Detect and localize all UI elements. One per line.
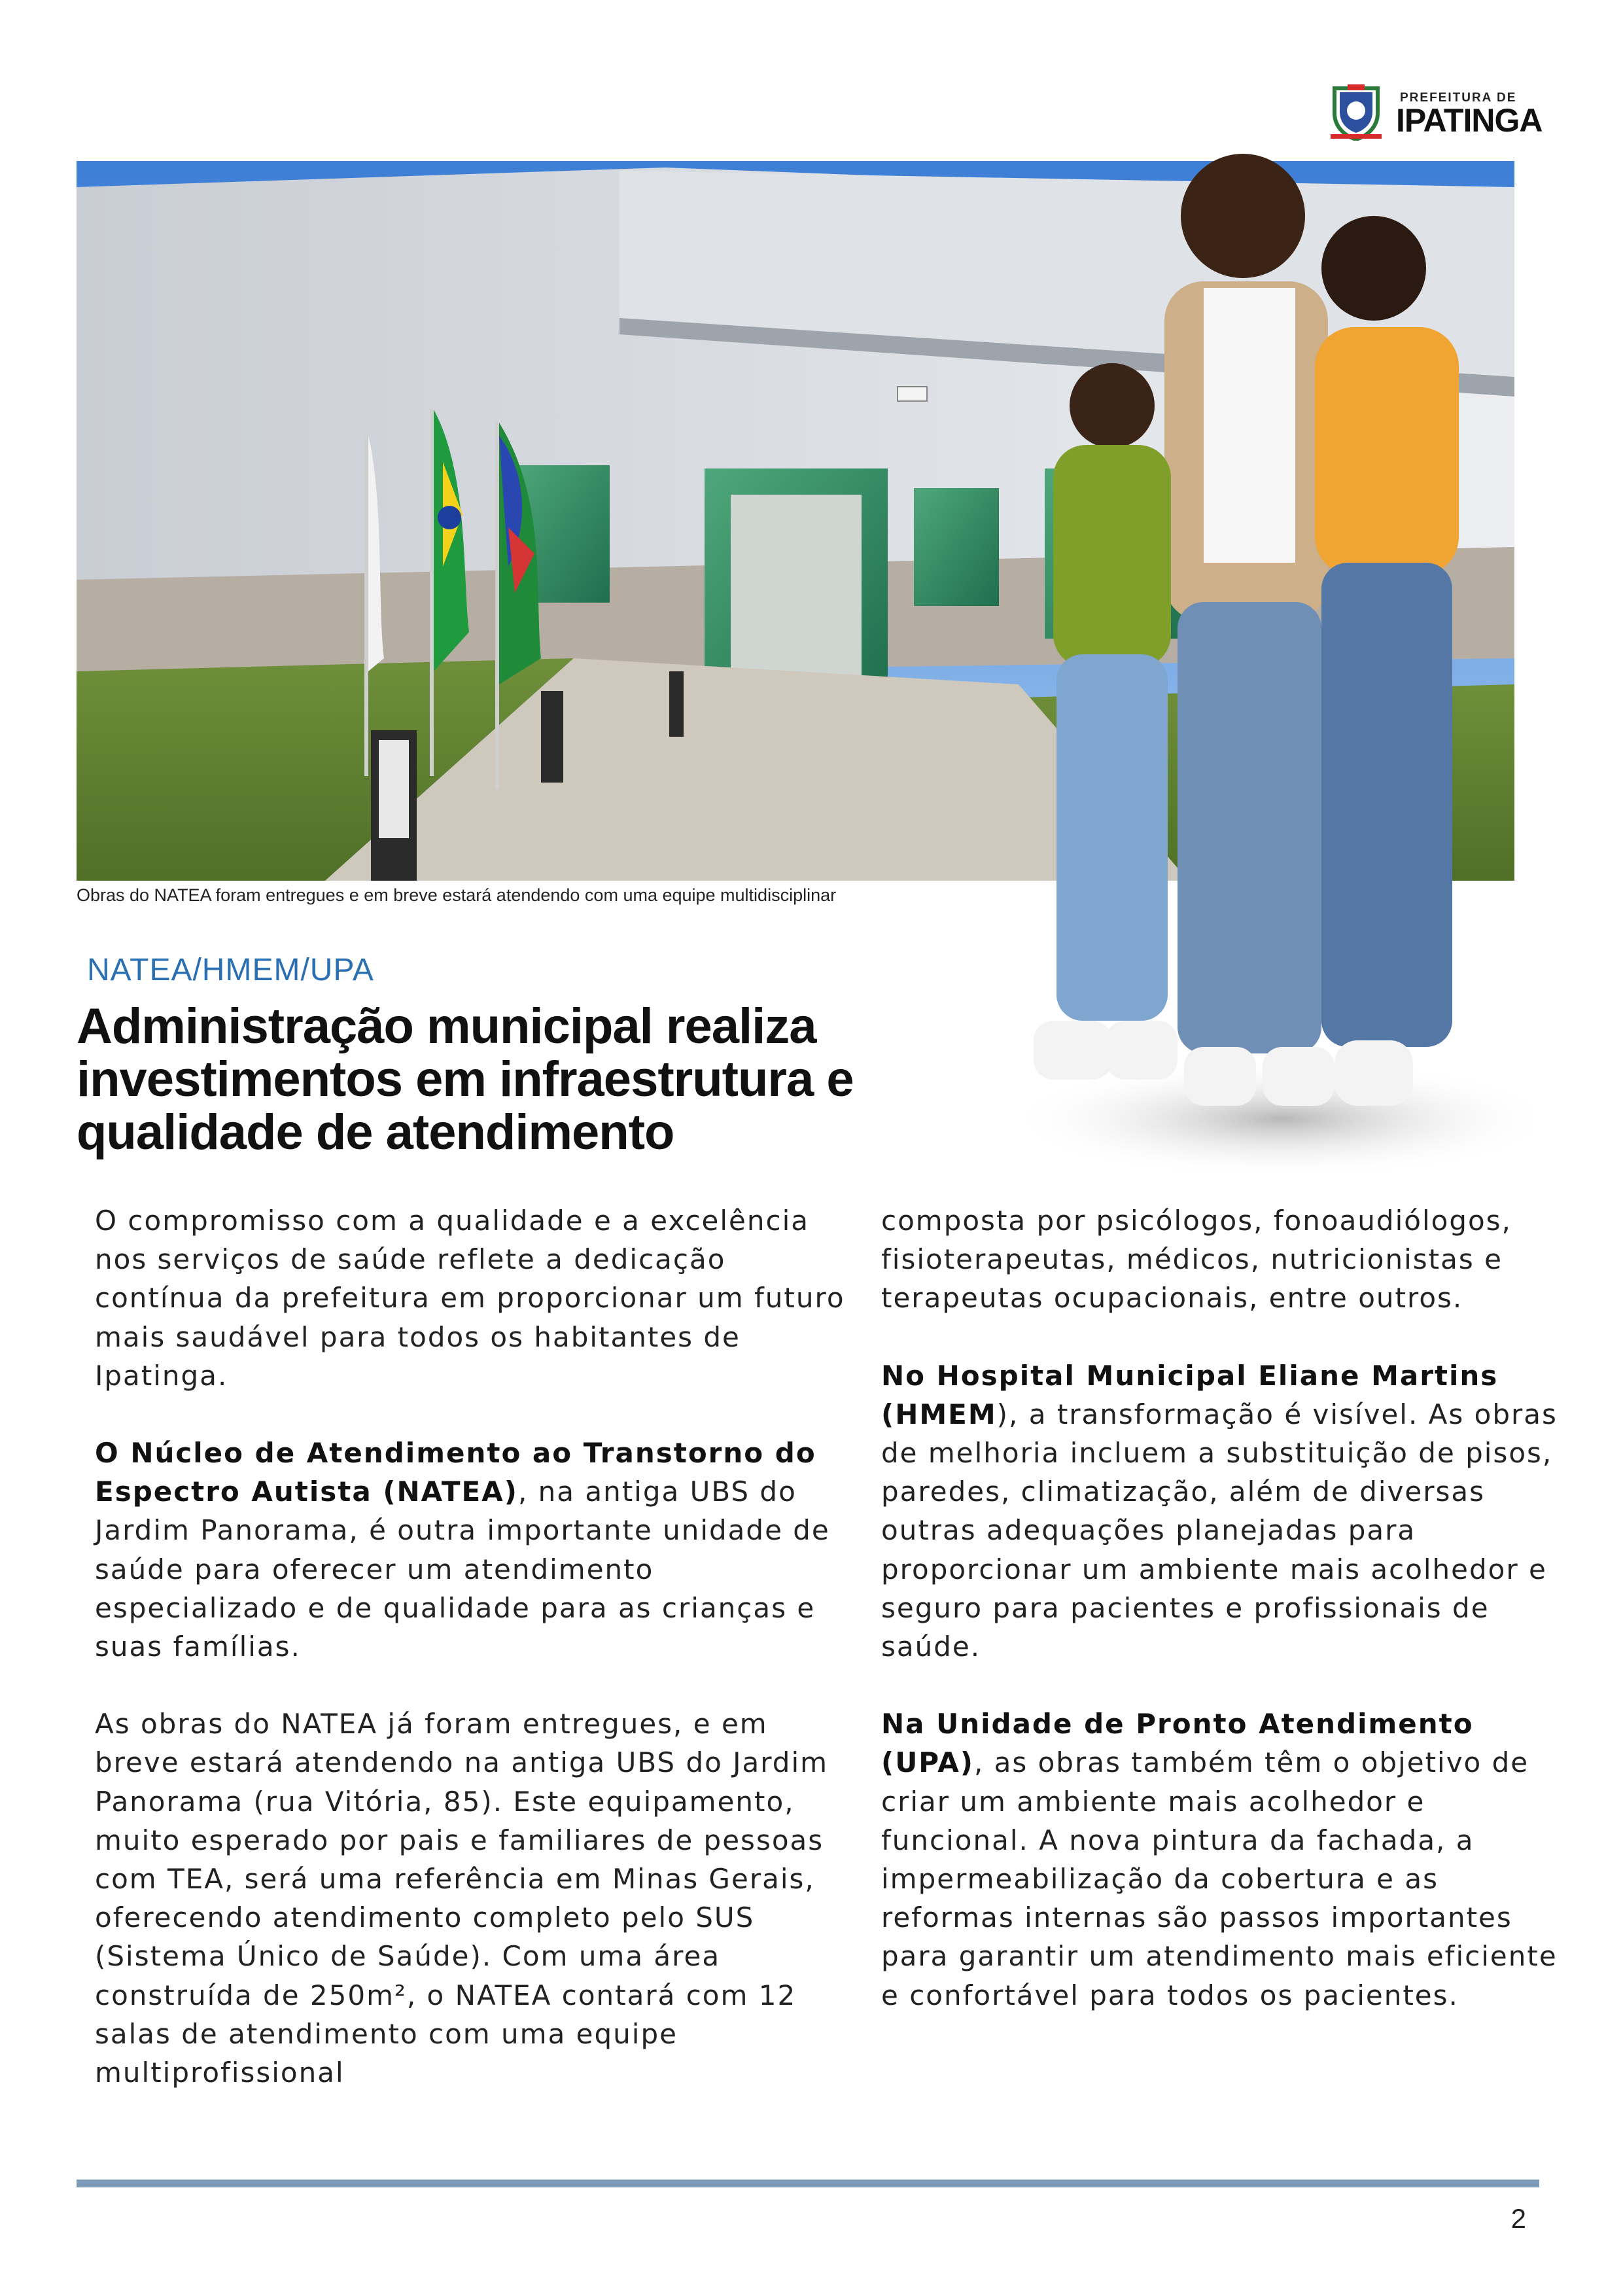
page-number: 2 bbox=[1510, 2203, 1526, 2234]
paragraph-upa: Na Unidade de Pronto Atendimento (UPA), as obras também têm o objetivo de criar um ambiente mais acolhedor e funcional. A nova pintura da fachada, a impermeabilização da cobertura e as reformas internas são passos importantes para garantir um atendimento mais eficiente e confortável para todos os pacientes. bbox=[881, 1708, 1558, 2011]
footer-divider bbox=[77, 2180, 1539, 2187]
logo-city-name: IPATINGA bbox=[1396, 102, 1543, 139]
section-kicker: NATEA/HMEM/UPA bbox=[87, 953, 374, 987]
paragraph-team: composta por psicólogos, fonoaudiólogos, fisioterapeutas, médicos, nutricionistas e terapeutas ocupacionais, entre outros. bbox=[881, 1205, 1512, 1315]
article-column-right bbox=[881, 1201, 1562, 2053]
article-column-left bbox=[95, 1201, 854, 2130]
logo-prefix: PREFEITURA DE bbox=[1400, 91, 1517, 105]
natea-heading: O Núcleo de Atendimento ao Transtorno do Espectro Autista (NATEA) bbox=[95, 1437, 816, 1508]
paragraph-hmem: No Hospital Municipal Eliane Martins (HMEM), a transformação é visível. As obras de melhoria incluem a substituição de pisos, paredes, climatização, além de diversas outras adequações planejadas para proporcionar um ambiente mais acolhedor e seguro para pacientes e profissionais de saúde. bbox=[881, 1359, 1558, 1663]
family-photo bbox=[968, 131, 1531, 1178]
paragraph-intro: O compromisso com a qualidade e a excelência nos serviços de saúde reflete a dedicação contínua da prefeitura em proporcionar um futuro mais saudável para todos os habitantes de Ipatinga. bbox=[95, 1205, 845, 1392]
paragraph-natea: O Núcleo de Atendimento ao Transtorno do Espectro Autista (NATEA), na antiga UBS do Jardim Panorama, é outra importante unidade de saúde para oferecer um atendimento especializado e de qualidade para as crianças e suas famílias. bbox=[95, 1437, 830, 1663]
photo-caption: Obras do NATEA foram entregues e em breve estará atendendo com uma equipe multidisciplinar bbox=[77, 885, 837, 905]
hmem-heading: No Hospital Municipal Eliane Martins (HMEM bbox=[881, 1359, 1499, 1430]
paragraph-natea-details: As obras do NATEA já foram entregues, e em breve estará atendendo na antiga UBS do Jardim Panorama (rua Vitória, 85). Este equipamento, muito esperado por pais e familiares de pessoas com TEA, será uma referência em Minas Gerais, oferecendo atendimento completo pelo SUS (Sistema Único de Saúde). Com uma área construída de 250m², o NATEA contará com 12 salas de atendimento com uma equipe multiprofissional bbox=[95, 1708, 829, 2089]
article-title: Administração municipal realiza investimentos em infraestrutura e qualidade de atendimento bbox=[77, 998, 854, 1160]
upa-heading: Na Unidade de Pronto Atendimento (UPA) bbox=[881, 1708, 1474, 1779]
